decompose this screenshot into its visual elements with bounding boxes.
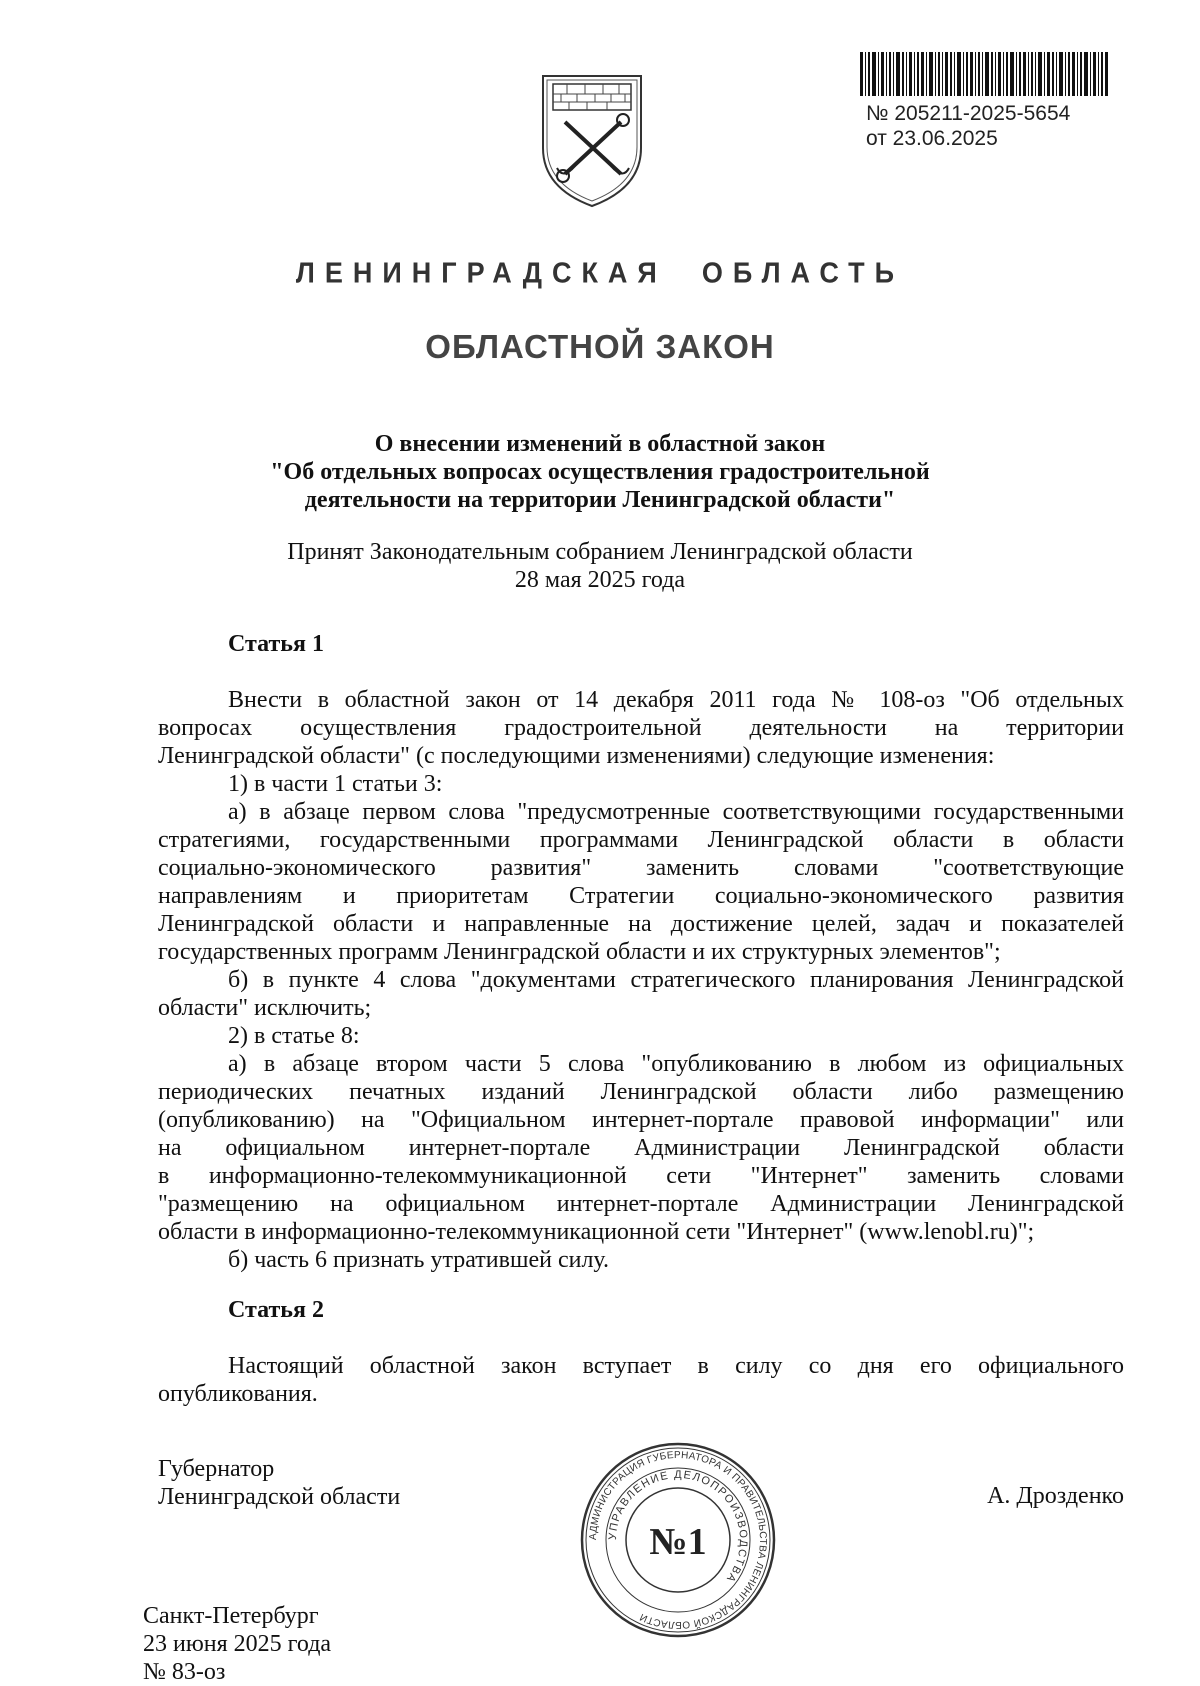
signatory-position [158,1455,400,1511]
paragraph-line: стратегиями, государственными программами Ленинградской области в области [158,827,1124,853]
stamp-outer-text: АДМИНИСТРАЦИЯ ГУБЕРНАТОРА И ПРАВИТЕЛЬСТВА ЛЕНИНГРАДСКОЙ ОБЛАСТИ [587,1449,769,1631]
paragraph-line: периодических печатных изданий Ленинградской области либо размещению [158,1079,1124,1105]
paragraph-line: а) в абзаце втором части 5 слова "опубликованию в любом из официальных [228,1051,1124,1077]
paragraph-line: в информационно-телекоммуникационной сети "Интернет" заменить словами [158,1163,1124,1189]
signing-date: 23 июня 2025 года [143,1631,332,1657]
article-1-body [158,686,1124,1274]
signatory-region: Ленинградской области [158,1484,401,1510]
law-number: № 83-оз [143,1659,226,1685]
paragraph-line: б) в пункте 4 слова "документами стратегического планирования Ленинградской [228,967,1124,993]
signing-place-date [143,1602,331,1686]
registration-date: от 23.06.2025 [866,127,998,150]
paragraph-line: а) в абзаце первом слова "предусмотренные соответствующими государственными [228,799,1124,825]
barcode-icon [860,52,1110,96]
list-item: 1) в части 1 статьи 3: [228,771,443,797]
paragraph-line: направлениям и приоритетам Стратегии социально-экономического развития [158,883,1124,909]
region-name: ЛЕНИНГРАДСКАЯ ОБЛАСТЬ [295,257,905,289]
paragraph-line: Внести в областной закон от 14 декабря 2011 года № 108-оз "Об отдельных [228,687,1124,713]
article-2-heading: Статья 2 [228,1297,324,1323]
paragraph-line: Ленинградской области и направленные на достижение целей, задач и показателей [158,911,1124,937]
paragraph-line: области" исключить; [158,995,372,1021]
article-1-heading: Статья 1 [228,631,324,657]
law-title-line: О внесении изменений в областной закон [374,431,826,457]
registration-number: № 205211-2025-5654 [866,102,1071,125]
stamp-inner-text: УПРАВЛЕНИЕ ДЕЛОПРОИЗВОДСТВА [606,1468,750,1586]
paragraph-line: на официальном интернет-портале Администрации Ленинградской области [158,1135,1124,1161]
list-item: 2) в статье 8: [228,1023,360,1049]
paragraph-line: Ленинградской области" (с последующими изменениями) следующие изменения: [158,743,995,769]
article-2-body [158,1352,1124,1408]
document-type: ОБЛАСТНОЙ ЗАКОН [425,328,775,365]
paragraph-line: области в информационно-телекоммуникационной сети "Интернет" (www.lenobl.ru)"; [158,1219,1035,1245]
paragraph-line: "размещению на официальном интернет-портале Администрации Ленинградской [158,1191,1124,1217]
adoption-date: 28 мая 2025 года [514,567,686,593]
paragraph-line: социально-экономического развития" заменить словами "соответствующие [158,855,1124,881]
signatory-title: Губернатор [158,1456,275,1482]
adoption-note [0,538,1200,594]
official-stamp-icon [578,1440,778,1640]
paragraph-line: (опубликованию) на "Официальном интернет-портале правовой информации" или [158,1107,1124,1133]
paragraph-line: вопросах осуществления градостроительной деятельности на территории [158,715,1124,741]
paragraph-line: б) часть 6 признать утратившей силу. [228,1247,610,1273]
adoption-line: Принят Законодательным собранием Ленинградской области [287,539,913,565]
law-title [0,430,1200,514]
coat-of-arms-icon [537,70,647,210]
paragraph-line: Настоящий областной закон вступает в силу со дня его официального [228,1353,1124,1379]
signing-city: Санкт-Петербург [143,1603,319,1629]
stamp-number: №1 [649,1521,707,1563]
law-title-line: деятельности на территории Ленинградской области" [304,487,896,513]
signatory-name: А. Дрозденко [987,1483,1124,1509]
paragraph-line: опубликования. [158,1381,318,1407]
paragraph-line: государственных программ Ленинградской области и их структурных элементов"; [158,939,1001,965]
law-title-line: "Об отдельных вопросах осуществления градостроительной [270,459,930,485]
